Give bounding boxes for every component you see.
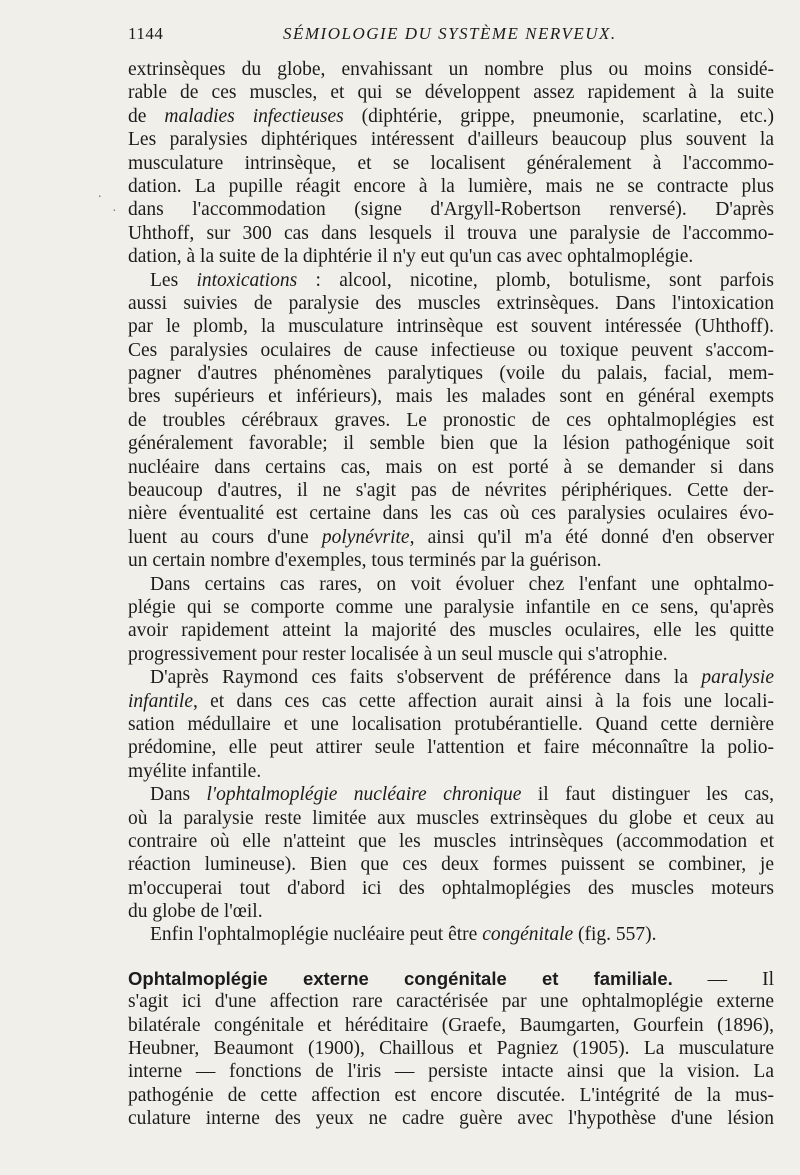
- paragraph: [128, 269, 774, 573]
- paragraph: [128, 990, 774, 1130]
- text-line: infantile, et dans ces cas cette affection aurait ainsi à la fois une locali-: [128, 690, 774, 712]
- text-line: luent au cours d'une polynévrite, ainsi qu'il m'a été donné d'en observer: [128, 526, 774, 548]
- text-line: pagner d'autres phénomènes paralytiques (voile du palais, facial, mem-: [128, 363, 774, 385]
- text-line: Ces paralysies oculaires de cause infectieuse ou toxique peuvent s'accom-: [128, 339, 774, 361]
- text-line: Enfin l'ophtalmoplégie nucléaire peut être congénitale (fig. 557).: [150, 924, 657, 946]
- text-line: s'agit ici d'une affection rare caractérisée par une ophtalmoplégie externe: [128, 991, 774, 1013]
- text-line: progressivement pour rester localisée à un seul muscle qui s'atrophie.: [128, 643, 668, 665]
- text-line: nucléaire dans certains cas, mais on est porté à se demander si dans: [128, 456, 774, 478]
- running-title: SÉMIOLOGIE DU SYSTÈME NERVEUX.: [283, 24, 617, 43]
- paragraph: [128, 666, 774, 783]
- text-line: avoir rapidement atteint la majorité des muscles oculaires, elle les quitte: [128, 620, 774, 642]
- text-line: extrinsèques du globe, envahissant un nombre plus ou moins considé-: [128, 59, 774, 80]
- paragraph: [128, 573, 774, 667]
- text-line: Les intoxications : alcool, nicotine, plomb, botulisme, sont parfois: [150, 269, 774, 291]
- body-text: [128, 58, 774, 1131]
- text-line: myélite infantile.: [128, 760, 262, 782]
- text-line: où la paralysie reste limitée aux muscles extrinsèques du globe et ceux au: [128, 807, 774, 829]
- text-line: par le plomb, la musculature intrinsèque est souvent intéressée (Uhthoff).: [128, 316, 774, 338]
- text-line: musculature intrinsèque, et se localisent généralement à l'accommo-: [128, 152, 774, 174]
- text-line: Dans certains cas rares, on voit évoluer chez l'enfant une ophtalmo-: [150, 573, 774, 595]
- text-line: bilatérale congénitale et héréditaire (Graefe, Baumgarten, Gourfein (1896),: [128, 1014, 774, 1036]
- text-line: interne — fonctions de l'iris — persiste intacte ainsi que la vision. La: [128, 1061, 774, 1083]
- text-line: nière éventualité est certaine dans les cas où ces paralysies oculaires évo-: [128, 503, 774, 525]
- text-line: culature interne des yeux ne cadre guère avec l'hypothèse d'une lésion: [128, 1108, 774, 1130]
- text-line: D'après Raymond ces faits s'observent de préférence dans la paralysie: [150, 667, 774, 689]
- text-line: Dans l'ophtalmoplégie nucléaire chronique il faut distinguer les cas,: [150, 784, 774, 806]
- text-line: contraire où elle n'atteint que les muscles intrinsèques (accommodation et: [128, 830, 774, 852]
- text-line: prédomine, elle peut attirer seule l'attention et faire méconnaître la polio-: [128, 737, 774, 759]
- paragraph: [128, 58, 774, 269]
- text-line: Les paralysies diphtériques intéressent d'ailleurs beaucoup plus souvent la: [128, 129, 774, 151]
- text-line: du globe de l'œil.: [128, 901, 263, 923]
- text-line: de maladies infectieuses (diphtérie, grippe, pneumonie, scarlatine, etc.): [128, 105, 774, 127]
- text-line: dans l'accommodation (signe d'Argyll-Robertson renversé). D'après: [128, 199, 774, 221]
- margin-dot: .: [98, 186, 102, 201]
- text-line: de troubles cérébraux graves. Le pronostic de ces ophtalmoplégies est: [128, 409, 774, 431]
- text-line: Uhthoff, sur 300 cas dans lesquels il trouva une paralysie de l'accommo-: [128, 222, 774, 244]
- section-heading-line: [128, 967, 774, 990]
- text-line: rable de ces muscles, et qui se développent assez rapidement à la suite: [128, 82, 774, 104]
- text-line: un certain nombre d'exemples, tous terminés par la guérison.: [128, 550, 602, 572]
- text-line: beaucoup d'autres, il ne s'agit pas de névrites périphériques. Cette der-: [128, 480, 774, 502]
- text-line: dation, à la suite de la diphtérie il n'y eut qu'un cas avec ophtalmoplégie.: [128, 246, 694, 268]
- section-heading: Ophtalmoplégie externe congénitale et familiale.: [128, 967, 673, 989]
- text-line: dation. La pupille réagit encore à la lumière, mais ne se contracte plus: [128, 175, 774, 197]
- text-line: pathogénie de cette affection est encore discutée. L'intégrité de la mus-: [128, 1084, 774, 1106]
- page-number: 1144: [128, 24, 164, 43]
- text-line: m'occuperai tout d'abord ici des ophtalmoplégies des muscles moteurs: [128, 877, 774, 899]
- text-line: Heubner, Beaumont (1900), Chaillous et Pagniez (1905). La musculature: [128, 1038, 774, 1060]
- page-header: [128, 18, 772, 46]
- margin-dot: ·: [112, 204, 117, 219]
- text-line: aussi suivies de paralysie des muscles extrinsèques. Dans l'intoxication: [128, 292, 774, 314]
- paragraph: [128, 923, 774, 946]
- text-line: réaction lumineuse). Bien que ces deux formes puissent se combiner, je: [128, 854, 774, 876]
- text-line: sation médullaire et une localisation protubérantielle. Quand cette dernière: [128, 713, 774, 735]
- text-line: généralement favorable; il semble bien que la lésion pathogénique soit: [128, 433, 774, 455]
- section-heading-tail: — Il: [672, 968, 774, 990]
- paragraph: [128, 783, 774, 923]
- text-line: bres supérieurs et inférieurs), mais les malades sont en général exempts: [128, 386, 774, 408]
- text-line: plégie qui se comporte comme une paralysie infantile en ce sens, qu'après: [128, 596, 774, 618]
